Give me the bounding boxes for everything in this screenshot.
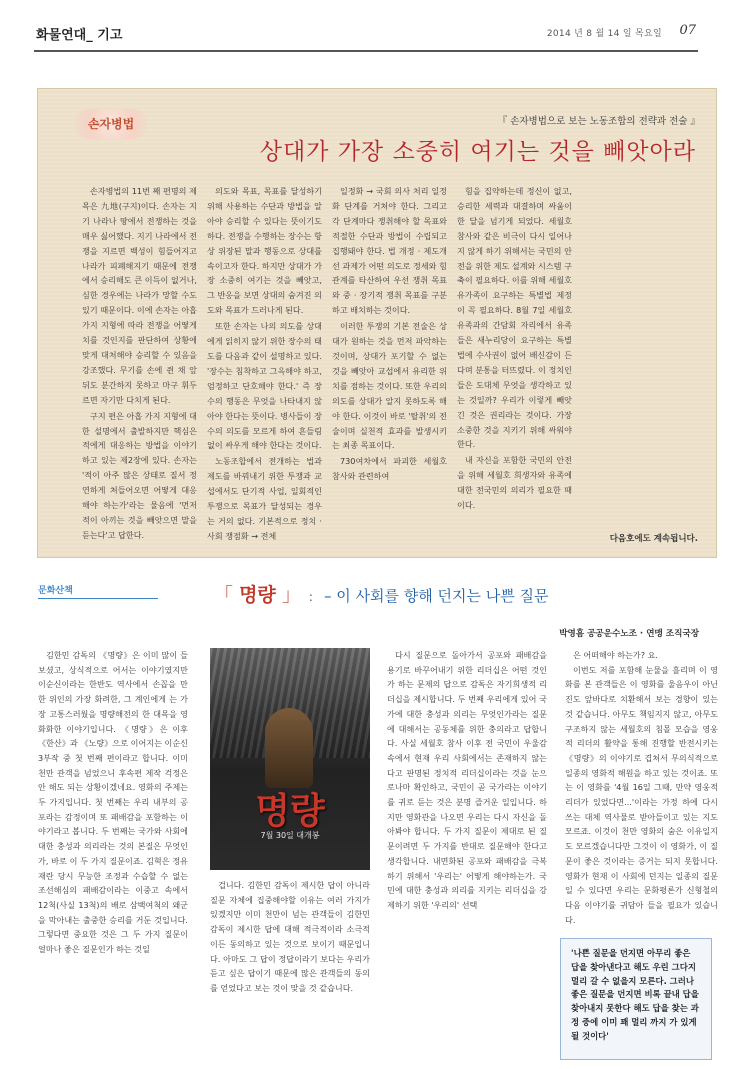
- pull-quote: '나쁜 질문을 던지면 아무리 좋은 답을 찾아낸다고 해도 우린 그다지 멀리 갈 수 없을지 모른다. 그러나 좋은 질문을 던지면 비록 끝내 답을 찾아내지 못한다 해도 답을 찾는 과정 중에 이미 꽤 멀리 까지 가 있게 될 것이다': [560, 938, 712, 1060]
- paragraph: 일정화 → 국회 의사 처리 일정화 단계를 거쳐야 한다. 그리고 각 단계마다 쟁취해야 할 목표와 적절한 수단과 방법이 수립되고 집행돼야 한다. 법 개정 · 제도개선 과제가 어떤 의도로 정세와 힘 관계를 타산하여 우선 쟁취 목표와 중 · 장기적 쟁취 목표를 구분하고 배치하는 것이다.: [332, 186, 447, 316]
- paragraph: 730여차에서 파괴한 세월호 참사와 관련하여: [332, 456, 447, 482]
- page-number: 07: [679, 23, 696, 38]
- guest-column-2: [207, 184, 322, 549]
- paragraph: 은 어떠해야 하는가? 요.: [573, 650, 658, 660]
- paragraph: 의도와 목표, 목표를 달성하기 위해 사용하는 수단과 방법을 알아야 승리할 수 있다는 뜻이기도 하다. 전쟁을 수행하는 장수는 항상 위장된 말과 행동으로 상대를 속이고자 한다. 하지만 상대가 가장 소중히 여기는 것을 빼앗고, 그 반응을 보면 상대의 숨겨진 의도와 목표가 드러나게 된다.: [207, 186, 322, 316]
- section-divider: [38, 598, 158, 599]
- paragraph: 이러한 투쟁의 기본 전술은 상대가 원하는 것을 먼저 파악하는 것이며, 상대가 포기할 수 없는 것을 빼앗아 교섭에서 유리한 위치를 점하는 것이다. 또한 우리의 의도를 상대가 알지 못하도록 해야 한다. 이것이 바로 '탈취'의 전술이며 실천적 효과를 발생시키는 최종 목표이다.: [332, 321, 447, 451]
- paragraph: 내 자신을 포함한 국민의 안전을 위해 세월호 희생자와 유족에 대한 전국민의 의리가 필요한 때이다.: [457, 455, 572, 511]
- byline: 박영흠 공공운수노조 · 연맹 조직국장: [559, 629, 699, 639]
- headline-colon: :: [308, 590, 313, 604]
- culture-column-4: [565, 648, 718, 938]
- guest-column-box: [37, 88, 717, 558]
- paragraph: 다시 질문으로 돌아가서 공포와 패배감을 용기로 바꾸어내기 위한 리더십은 어떤 것인가 하는 문제의 답으로 감독은 자기희생적 리더십을 제시합니다. 두 번째 우리에게 있어 국가에 대한 충성과 의리는 무엇인가라는 질문에 대해서는 공동체를 위한 충의라고 답합니다. 사실 세월호 참사 이후 전 국민이 우울감 속에서 현재 우리 사회에서는 존재하지 않는다고 판명된 정치적 리더십이라는 것을 눈으로나마 확인하고, 국민이 곧 국가라는 이야기를 귀로 듣는 것은 분명 즐거운 일입니다. 하지만 영화관을 나오면 우리는 다시 자신을 돌아봐야 합니다. 두 가지 질문이 제대로 된 질문이려면 두 가지를 반대로 질문해야 한다고 생각합니다. 내면화된 공포와 패배감을 극복하기 위해서 '우리는' 어떻게 해야하는가. 국민에 대한 충성과 의리를 지키는 리더십을 강제하기 위한 '우리의' 선택: [387, 650, 547, 910]
- culture-column-2: [210, 878, 370, 1058]
- paragraph: 힘을 집약하는데 정신이 없고, 승리한 세력과 대결하며 싸움이 한 달을 넘기게 되었다. 세월호 참사와 같은 비극이 다시 일어나지 않게 하기 위해서는 국민의 안전을 위한 제도 설계와 시스템 구축이 필요하다. 이를 위해 세월호 유가족이 요구하는 특별법 제정이 꼭 필요하다. 8월 7일 세월호 유족과의 간담회 자리에서 유족들은 새누리당이 요구하는 특별법에 수사권이 없어 배신감이 든다며 분통을 터뜨렸다. 이 정치인들은 도대체 무엇을 생각하고 있는 것일까? 우리가 이렇게 빼앗긴 것은 권리라는 것이다. 가장 소중한 것을 지키기 위해 싸워야 한다.: [457, 186, 572, 450]
- paragraph: 겁니다. 김한민 감독이 제시한 답이 아니라 질문 자체에 집중해야할 이유는 여러 가지가 있겠지만 이미 천만이 넘는 관객들이 김한민 감독이 제시한 답에 대해 적극적이라 소극적이든 동의하고 있는 것으로 보이기 때문입니다. 아마도 그 답이 정답이라기 보다는 우리가 듣고 싶은 답이기 때문에 많은 관객들의 동의를 얻었다고 보는 것이 맞을 것 같습니다.: [210, 880, 370, 993]
- headline-quote-open: 「: [214, 584, 234, 606]
- series-tag: 손자병법: [74, 109, 148, 139]
- culture-headline: [214, 580, 548, 607]
- guest-column-banner: [38, 89, 716, 179]
- headline-title: 명량: [239, 584, 276, 606]
- headline-subtitle: – 이 사회를 향해 던지는 나쁜 질문: [323, 587, 549, 605]
- issue-date: 2014 년 8 월 14 일 목요일: [546, 29, 662, 39]
- guest-headline: 상대가 가장 소중히 여기는 것을 빼앗아라: [259, 139, 696, 165]
- paragraph: 또한 손자는 나의 의도를 상대에게 읽히지 않기 위한 장수의 태도를 다음과 같이 설명하고 있다. '장수는 침착하고 그윽해야 하고, 엄정하고 단호해야 한다.' 즉 장수의 행동은 무엇을 나타내지 않아야 한다는 뜻이다. 병사들이 장수의 의도를 모르게 하여 흔들림 없이 싸우게 해야 한다는 것이다.: [207, 321, 322, 451]
- paragraph: 김한민 감독의 《명량》은 이미 많이 들 보셨고, 상식적으로 어서는 이야기였지만 이순신이라는 한반도 역사에서 손꼽을 만한 위인의 가장 화려한, 그 계인에게 는 가장 고통스러웠을 명량해전의 한 대목을 영화화한 이야기입니다. 《명량》은 이후 《한산》과 《노량》으로 이어지는 이순신 3부작 중 첫 번째 편이라고 합니다. 이미 천만 관객을 넘었으니 후속편 제작 걱정은 안 해도 되는 상황이겠네요. 영화의 주제는 두 가지입니다. 첫 번째는 우리 내부의 공포라는 감정이며 또 패배감을 포함하는 이야기라고 봅니다. 두 번째는 국가와 사회에 대한 충성과 의리라는 것의 본질은 무엇인가, 바로 이 두 가지 질문이죠. 김혁은 정유재란 당시 무능한 조정과 수습할 수 없는 조선해심의 패배감이라는 이중고 속에서 12척(사실 13척)의 배로 삼백여척의 왜군을 막아내는 출중한 승리를 거둔 것입니다. 그렇다면 중요한 것은 그 두 가지 질문이 얼마나 좋은 질문인가 하는 것일: [38, 650, 188, 955]
- guest-column-1: [82, 184, 197, 549]
- guest-body: [82, 184, 712, 549]
- poster-title: 명량: [255, 790, 325, 832]
- paragraph: 손자병법의 11번 째 편명의 제목은 九地(구지)이다. 손자는 지기 나라나 땅에서 전쟁하는 것을 매우 싫어했다. 지기 나라에서 전쟁을 지르면 백성이 힘들어지고 나라가 피폐해지기 때문에 전쟁에서 승리해도 큰 이득이 없거나, 심한 경우에는 나라가 망할 수도 있기 때문이다. 이에 손자는 아홉 가지 지형에 따라 전쟁을 어떻게 치를 것인지를 판단하여 상황에 맞게 대처해야 승리할 수 있음을 강조했다. 무기를 손에 쥔 채 앞뒤도 분간하지 못하고 마구 휘두르면 자기만 다치게 된다.: [82, 186, 197, 405]
- series-title: 『 손자병법으로 보는 노동조합의 전략과 전술 』: [497, 116, 700, 127]
- paragraph: 노동조합에서 전개하는 법과 제도를 바꿔내기 위한 투쟁과 교섭에서도 단기적 사업, 일회적인 투쟁으로 목표가 달성되는 경우는 거의 없다. 기본적으로 정치 · 사회 쟁점화 → 전체: [207, 456, 322, 541]
- headline-quote-close: 」: [281, 584, 301, 606]
- paragraph: 구지 편은 아홉 가지 지형에 대한 설명에서 출발하지만 핵심은 적에게 대응하는 방법을 이야기하고 있는 제2장에 있다. 손자는 '적이 아주 많은 상태로 질서 정연하게 쳐들어오면 어떻게 대응해야 하는가'라는 물음에 '먼저 적이 아끼는 것을 빼앗으면 말을 듣는다'고 답한다.: [82, 410, 197, 540]
- paragraph: 이번도 저를 포함해 눈물을 흘리며 이 영화를 본 관객들은 이 영화를 울음우이 아닌 진도 앞바다로 치환해서 보는 경향이 있는 것 같습니다. 아무도 책임지지 않고, 아무도 구조하지 않는 세월호의 침몰 모습을 영웅적 리더의 활약을 통해 진행할 반전시키는 《명량》의 이야기로 겹쳐서 무의식적으로 일종의 영화적 해원을 하고 있는 것이죠. 또는 이 영화를 '4월 16일 그때, 만약 영웅적 리더가 있었다면...'이라는 가정 하에 다시 쓰는 대체 역사물로 받아들이고 있는 지도 모르죠. 이것이 천만 영화의 숨은 이유일지도 모르겠습니다만 그것이 이 영화가, 이 질문이 좋은 것이라는 증거는 되지 못합니다. 영화가 현재 이 사회에 던지는 일종의 질문일 수 있다면 우리는 문화평론가 신형철의 다음 이야기를 귀담아 들을 필요가 있습니다.: [565, 664, 718, 925]
- poster-release-date: 7월 30일 대개봉: [260, 831, 320, 840]
- page-header: [34, 18, 698, 52]
- guest-column-4: [457, 184, 572, 549]
- section-label: 문화산책: [38, 586, 73, 596]
- continue-notice: 다음호에도 계속됩니다.: [609, 534, 698, 544]
- guest-column-3: [332, 184, 447, 549]
- culture-column-3: [387, 648, 547, 1058]
- culture-column-1: [38, 648, 188, 1058]
- section-title: 화물연대_ 기고: [36, 28, 123, 43]
